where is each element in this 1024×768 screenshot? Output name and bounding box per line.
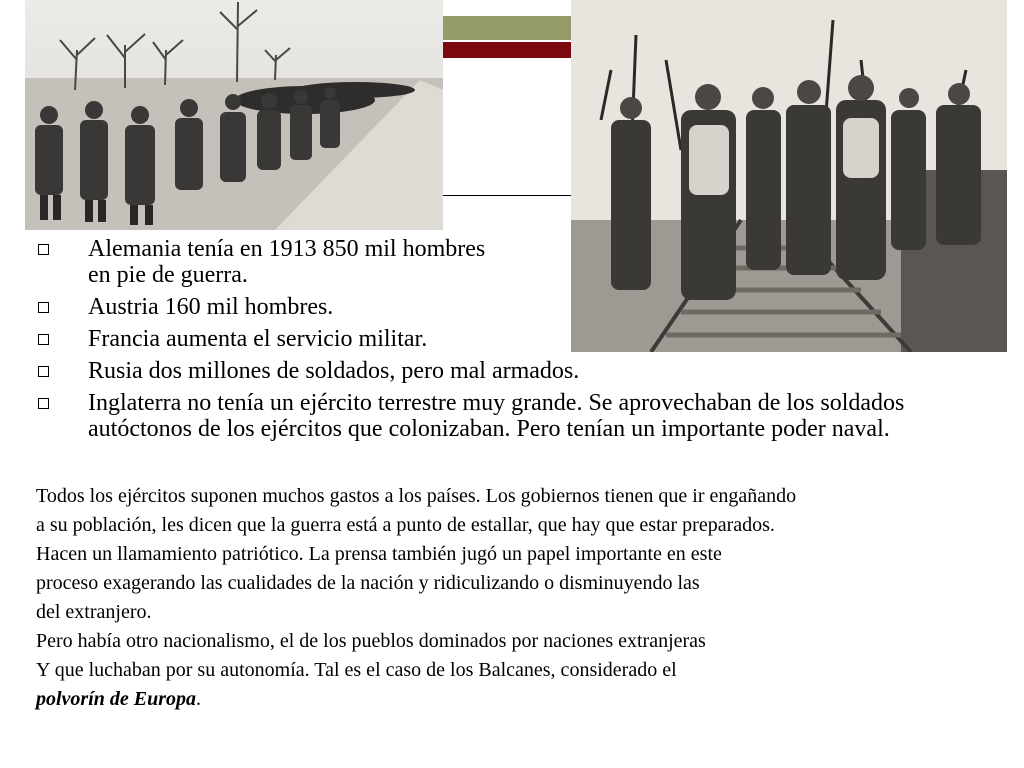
paragraph-line: Y que luchaban por su autonomía. Tal es el caso de los Balcanes, considerado el: [36, 659, 677, 681]
bullet-text: Francia aumenta el servicio militar.: [88, 326, 428, 352]
square-bullet-icon: [38, 334, 49, 345]
bullet-russia: [36, 358, 1003, 384]
bullet-england: [36, 390, 1003, 442]
bullet-text-continued: en pie de guerra.: [88, 262, 248, 288]
bullet-germany: [36, 236, 1003, 288]
square-bullet-icon: [38, 366, 49, 377]
bullet-list: [36, 236, 1003, 448]
bullet-text: Inglaterra no tenía un ejército terrestre muy grande. Se aprovechaban de los soldados autóctonos de los ejércitos que colonizaban. Pero tenían un importante poder naval.: [88, 390, 905, 442]
bullet-text: Austria 160 mil hombres.: [88, 294, 334, 320]
square-bullet-icon: [38, 398, 49, 409]
body-paragraph: [36, 482, 1021, 714]
bullet-text: Rusia dos millones de soldados, pero mal armados.: [88, 358, 580, 384]
paragraph-line: Hacen un llamamiento patriótico. La prensa también jugó un papel importante en este: [36, 543, 722, 565]
paragraph-line: a su población, les dicen que la guerra está a punto de estallar, que hay que estar preparados.: [36, 514, 775, 536]
bullet-austria: [36, 294, 1003, 320]
final-period: .: [196, 688, 202, 710]
square-bullet-icon: [38, 302, 49, 313]
emphasis-text: polvorín de Europa: [36, 688, 197, 710]
decorative-maroon-bar: [443, 42, 571, 58]
marching-soldiers-photo: [25, 0, 443, 230]
title-underline: [443, 195, 571, 196]
bullet-text: Alemania tenía en 1913 850 mil hombres: [88, 236, 486, 262]
bullet-france: [36, 326, 1003, 352]
decorative-olive-bar: [443, 16, 571, 40]
paragraph-line: del extranjero.: [36, 601, 152, 623]
paragraph-line: Todos los ejércitos suponen muchos gastos a los países. Los gobiernos tienen que ir engañando: [36, 485, 797, 507]
paragraph-line: proceso exagerando las cualidades de la nación y ridiculizando o disminuyendo las: [36, 572, 700, 594]
square-bullet-icon: [38, 244, 49, 255]
paragraph-final-line: [36, 685, 1021, 714]
paragraph-line: Pero había otro nacionalismo, el de los pueblos dominados por naciones extranjeras: [36, 630, 706, 652]
